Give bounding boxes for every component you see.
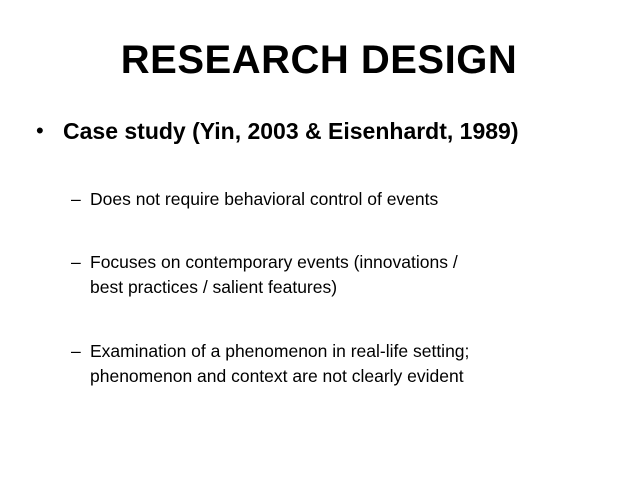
sub-bullet-line: best practices / salient features) xyxy=(90,277,338,297)
dash-marker: – xyxy=(71,189,81,209)
sub-bullet-text xyxy=(90,339,610,389)
dash-marker: – xyxy=(71,341,81,361)
sub-bullet-line: Examination of a phenomenon in real-life setting; xyxy=(90,341,470,361)
dash-marker: – xyxy=(71,252,81,272)
sub-bullet-text xyxy=(90,250,610,300)
sub-bullet-text xyxy=(90,187,610,212)
main-bullet-text: Case study (Yin, 2003 & Eisenhardt, 1989) xyxy=(63,118,519,144)
slide-title: RESEARCH DESIGN xyxy=(120,38,518,82)
bullet-marker: • xyxy=(36,118,44,143)
sub-bullet-line: Focuses on contemporary events (innovations / xyxy=(90,252,458,272)
sub-bullet-line: phenomenon and context are not clearly evident xyxy=(90,366,464,386)
sub-bullet-line: Does not require behavioral control of events xyxy=(90,189,439,209)
